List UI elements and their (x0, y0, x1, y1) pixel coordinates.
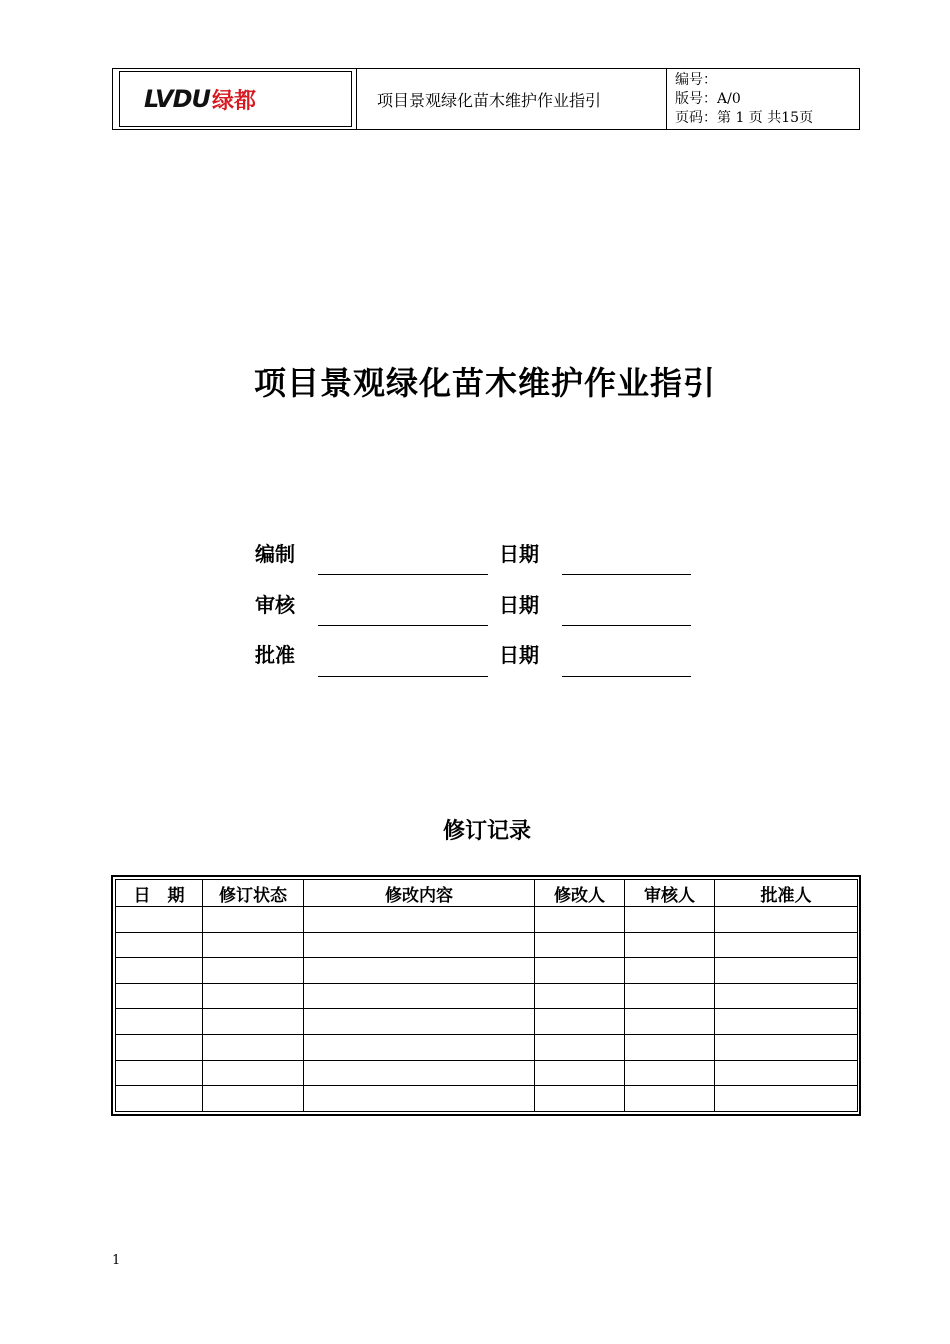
table-cell[interactable] (625, 932, 715, 958)
table-cell[interactable] (203, 932, 304, 958)
logo-cell (113, 69, 357, 129)
signoff-date-label: 日期 (499, 542, 539, 566)
table-cell[interactable] (116, 1034, 203, 1060)
signoff-label: 批准 (255, 643, 295, 667)
table-cell[interactable] (304, 1086, 535, 1112)
col-header-content: 修改内容 (304, 880, 535, 907)
table-row (116, 932, 858, 958)
table-cell[interactable] (535, 983, 625, 1009)
col-header-reviewer: 审核人 (625, 880, 715, 907)
table-cell[interactable] (535, 932, 625, 958)
table-cell[interactable] (715, 1086, 858, 1112)
table-cell[interactable] (715, 983, 858, 1009)
table-cell[interactable] (625, 907, 715, 933)
signoff-date-line[interactable] (562, 574, 691, 575)
table-cell[interactable] (535, 958, 625, 984)
col-header-status: 修订状态 (203, 880, 304, 907)
table-cell[interactable] (116, 932, 203, 958)
signoff-name-line[interactable] (318, 574, 488, 575)
signoff-row (0, 538, 950, 578)
table-row (116, 1009, 858, 1035)
signoff-date-line[interactable] (562, 625, 691, 626)
logo-latin-text: LVDU (144, 85, 210, 113)
table-cell[interactable] (625, 1086, 715, 1112)
table-cell[interactable] (304, 983, 535, 1009)
header-meta (667, 69, 859, 129)
table-cell[interactable] (116, 958, 203, 984)
revision-table (111, 875, 861, 1116)
table-cell[interactable] (625, 1034, 715, 1060)
col-header-date: 日 期 (116, 880, 203, 907)
table-cell[interactable] (535, 1009, 625, 1035)
signoff-name-line[interactable] (318, 625, 488, 626)
table-row (116, 1034, 858, 1060)
table-row (116, 1086, 858, 1112)
doc-page-info: 页码：第 1 页 共15页 (675, 110, 814, 126)
table-cell[interactable] (304, 1060, 535, 1086)
header-doc-title: 项目景观绿化苗木维护作业指引 (357, 69, 667, 129)
table-cell[interactable] (116, 983, 203, 1009)
revision-title: 修订记录 (442, 819, 531, 844)
table-cell[interactable] (535, 1034, 625, 1060)
table-cell[interactable] (715, 907, 858, 933)
table-cell[interactable] (715, 1009, 858, 1035)
signoff-date-label: 日期 (499, 643, 539, 667)
table-cell[interactable] (203, 958, 304, 984)
table-row (116, 1060, 858, 1086)
table-cell[interactable] (625, 983, 715, 1009)
document-header (112, 68, 860, 130)
signoff-row (0, 639, 950, 679)
signoff-label: 审核 (255, 593, 295, 617)
doc-version: 版号：A/0 (675, 91, 741, 107)
table-cell[interactable] (116, 907, 203, 933)
table-cell[interactable] (203, 907, 304, 933)
signoff-row (0, 589, 950, 629)
table-cell[interactable] (535, 1086, 625, 1112)
signoff-date-label: 日期 (499, 593, 539, 617)
table-cell[interactable] (715, 958, 858, 984)
table-row (116, 983, 858, 1009)
signoff-date-line[interactable] (562, 676, 691, 677)
company-logo (119, 71, 352, 127)
table-cell[interactable] (304, 958, 535, 984)
table-cell[interactable] (116, 1009, 203, 1035)
signoff-name-line[interactable] (318, 676, 488, 677)
table-cell[interactable] (304, 907, 535, 933)
col-header-editor: 修改人 (535, 880, 625, 907)
table-row (116, 958, 858, 984)
table-cell[interactable] (203, 1086, 304, 1112)
table-cell[interactable] (715, 1060, 858, 1086)
table-cell[interactable] (203, 983, 304, 1009)
table-cell[interactable] (625, 1060, 715, 1086)
table-cell[interactable] (625, 958, 715, 984)
table-cell[interactable] (304, 1009, 535, 1035)
table-cell[interactable] (203, 1034, 304, 1060)
table-cell[interactable] (625, 1009, 715, 1035)
table-row (116, 907, 858, 933)
table-cell[interactable] (715, 1034, 858, 1060)
page-title: 项目景观绿化苗木维护作业指引 (253, 364, 716, 402)
revision-header-row (116, 880, 858, 907)
table-cell[interactable] (203, 1009, 304, 1035)
signoff-label: 编制 (255, 542, 295, 566)
table-cell[interactable] (535, 907, 625, 933)
logo-cjk-text: 绿都 (211, 88, 256, 114)
col-header-approver: 批准人 (715, 880, 858, 907)
table-cell[interactable] (203, 1060, 304, 1086)
table-cell[interactable] (535, 1060, 625, 1086)
table-cell[interactable] (116, 1086, 203, 1112)
table-cell[interactable] (304, 1034, 535, 1060)
doc-number: 编号： (675, 72, 717, 88)
table-cell[interactable] (304, 932, 535, 958)
page-number: 1 (112, 1253, 121, 1268)
table-cell[interactable] (715, 932, 858, 958)
table-cell[interactable] (116, 1060, 203, 1086)
